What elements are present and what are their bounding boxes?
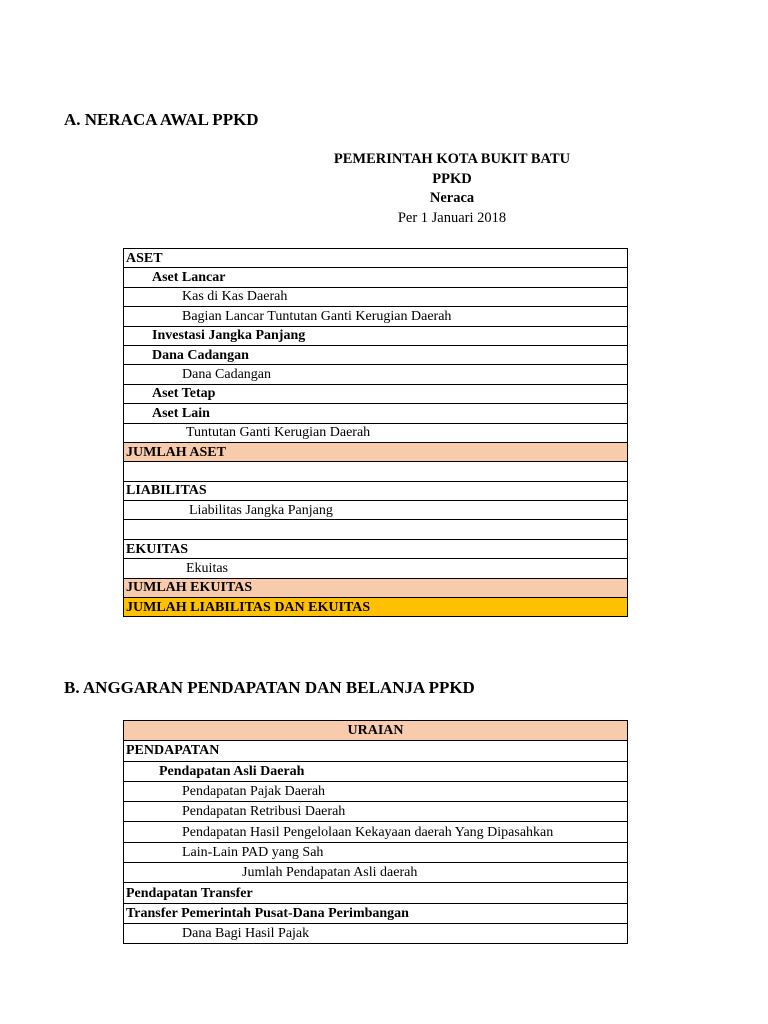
table-row [124,520,628,539]
row-blank [124,462,628,481]
row-jumlah-aset: JUMLAH ASET [124,442,628,461]
header-government: PEMERINTAH KOTA BUKIT BATU [333,151,571,167]
table-header-row [124,721,628,741]
table-row [124,559,628,578]
header-entity: PPKD [432,170,472,187]
report-header [228,150,676,228]
row-jumlah-liabilitas-dan-ekuitas: JUMLAH LIABILITAS DAN EKUITAS [124,598,628,617]
table-row [124,842,628,862]
row-jumlah-pad: Jumlah Pendapatan Asli daerah [124,863,628,883]
table-row [124,802,628,822]
table-row [124,345,628,364]
table-row [124,249,628,268]
table-row [124,501,628,520]
row-pendapatan-retribusi-daerah: Pendapatan Retribusi Daerah [124,802,628,822]
row-dana-cadangan-group: Dana Cadangan [124,345,628,364]
table-row [124,481,628,500]
row-dana-cadangan: Dana Cadangan [124,365,628,384]
row-transfer-pemerintah-pusat: Transfer Pemerintah Pusat-Dana Perimbangan [124,903,628,923]
column-header-uraian: URAIAN [124,721,628,741]
row-pendapatan-hasil-pengelolaan: Pendapatan Hasil Pengelolaan Kekayaan daerah Yang Dipasahkan [124,822,628,842]
table-row [124,741,628,761]
table-row [124,822,628,842]
row-jumlah-ekuitas: JUMLAH EKUITAS [124,578,628,597]
table-row [124,365,628,384]
table-row [124,903,628,923]
table-row [124,326,628,345]
row-pendapatan-transfer: Pendapatan Transfer [124,883,628,903]
apbd-table [123,720,628,944]
table-row [124,287,628,306]
table-row [124,442,628,461]
table-row [124,761,628,781]
row-kas-di-kas-daerah: Kas di Kas Daerah [124,287,628,306]
row-aset: ASET [124,249,628,268]
table-row [124,863,628,883]
table-row [124,781,628,801]
row-liabilitas-jangka-panjang: Liabilitas Jangka Panjang [124,501,628,520]
row-pendapatan-asli-daerah: Pendapatan Asli Daerah [124,761,628,781]
header-date: Per 1 Januari 2018 [397,209,507,226]
row-ekuitas-group: EKUITAS [124,539,628,558]
row-ekuitas: Ekuitas [124,559,628,578]
table-row [124,268,628,287]
table-row [124,598,628,617]
row-investasi-jangka-panjang: Investasi Jangka Panjang [124,326,628,345]
table-row [124,923,628,943]
table-row [124,404,628,423]
table-row [124,307,628,326]
row-aset-tetap: Aset Tetap [124,384,628,403]
table-row [124,462,628,481]
header-report-name: Neraca [429,190,475,206]
table-row [124,578,628,597]
row-pendapatan: PENDAPATAN [124,741,628,761]
row-dana-bagi-hasil-pajak: Dana Bagi Hasil Pajak [124,923,628,943]
table-row [124,384,628,403]
table-row [124,539,628,558]
row-bagian-lancar-tgr: Bagian Lancar Tuntutan Ganti Kerugian Daerah [124,307,628,326]
table-row [124,423,628,442]
row-tuntutan-ganti-kerugian: Tuntutan Ganti Kerugian Daerah [124,423,628,442]
row-pendapatan-pajak-daerah: Pendapatan Pajak Daerah [124,781,628,801]
section-a-title: A. NERACA AWAL PPKD [64,110,259,129]
row-aset-lancar: Aset Lancar [124,268,628,287]
table-row [124,883,628,903]
row-aset-lain: Aset Lain [124,404,628,423]
row-lain-lain-pad: Lain-Lain PAD yang Sah [124,842,628,862]
row-liabilitas: LIABILITAS [124,481,628,500]
row-blank [124,520,628,539]
neraca-table [123,248,628,617]
section-b-title: B. ANGGARAN PENDAPATAN DAN BELANJA PPKD [64,678,475,697]
